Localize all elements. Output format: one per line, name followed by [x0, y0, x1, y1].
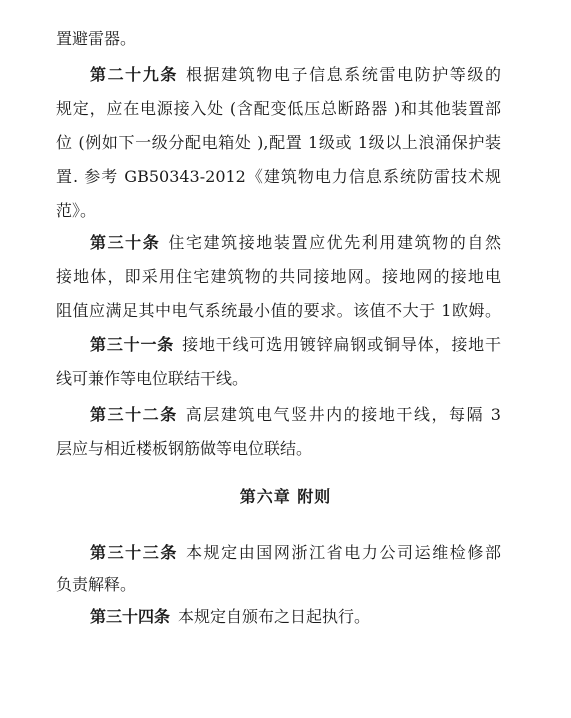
art30-line-1 [90, 226, 501, 260]
paragraph-text: 层应与相近楼板钢筋做等电位联结。 [56, 439, 313, 458]
art31-line-1 [90, 328, 501, 362]
art30-line-3 [56, 294, 501, 328]
art29-line-4 [56, 160, 501, 194]
chapter-heading: 第六章 附则 [239, 487, 332, 506]
article-label: 第三十二条 [90, 405, 178, 424]
art29-line-3 [56, 126, 501, 160]
art33-line-1 [90, 536, 501, 570]
paragraph-text: 规定，应在电源接入处 (含配变低压总断路器 )和其他装置部 [56, 99, 501, 118]
art29-line-2 [56, 92, 501, 126]
paragraph-text: 范》。 [56, 201, 97, 220]
art34-line-1 [90, 600, 501, 634]
paragraph-text: 负责解释。 [56, 575, 137, 594]
paragraph-text: 接地干线可选用镀锌扁钢或铜导体，接地干 [182, 335, 501, 354]
paragraph-text: 本规定由国网浙江省电力公司运维检修部 [185, 543, 501, 562]
paragraph-text: 接地体，即采用住宅建筑物的共同接地网。接地网的接地电 [56, 267, 501, 286]
art29-line-1 [90, 58, 501, 92]
article-label: 第三十三条 [90, 543, 178, 562]
paragraph-text: 置避雷器。 [56, 29, 137, 48]
article-label: 第三十四条 [90, 607, 171, 626]
paragraph-text: 线可兼作等电位联结干线。 [56, 369, 249, 388]
art31-line-2 [56, 362, 501, 396]
article-label: 第二十九条 [90, 65, 178, 84]
art32-line-1 [90, 398, 501, 432]
paragraph-text: 根据建筑物电子信息系统雷电防护等级的 [185, 65, 501, 84]
art28-tail-line [56, 22, 501, 56]
art33-line-2 [56, 568, 501, 602]
paragraph-text: 置. 参考 GB50343-2012《建筑物电力信息系统防雷技术规 [56, 167, 501, 186]
paragraph-text: 住宅建筑接地装置应优先利用建筑物的自然 [168, 233, 501, 252]
art30-line-2 [56, 260, 501, 294]
paragraph-text: 本规定自颁布之日起执行。 [178, 607, 371, 626]
art32-line-2 [56, 432, 501, 466]
article-label: 第三十一条 [90, 335, 175, 354]
paragraph-text: 阻值应满足其中电气系统最小值的要求。该值不大于 1欧姆。 [56, 301, 501, 320]
paragraph-text: 位 (例如下一级分配电箱处 ),配置 1级或 1级以上浪涌保护装 [56, 133, 501, 152]
art29-line-5 [56, 194, 501, 228]
paragraph-text: 高层建筑电气竖井内的接地干线，每隔 3 [185, 405, 501, 424]
article-label: 第三十条 [90, 233, 161, 252]
